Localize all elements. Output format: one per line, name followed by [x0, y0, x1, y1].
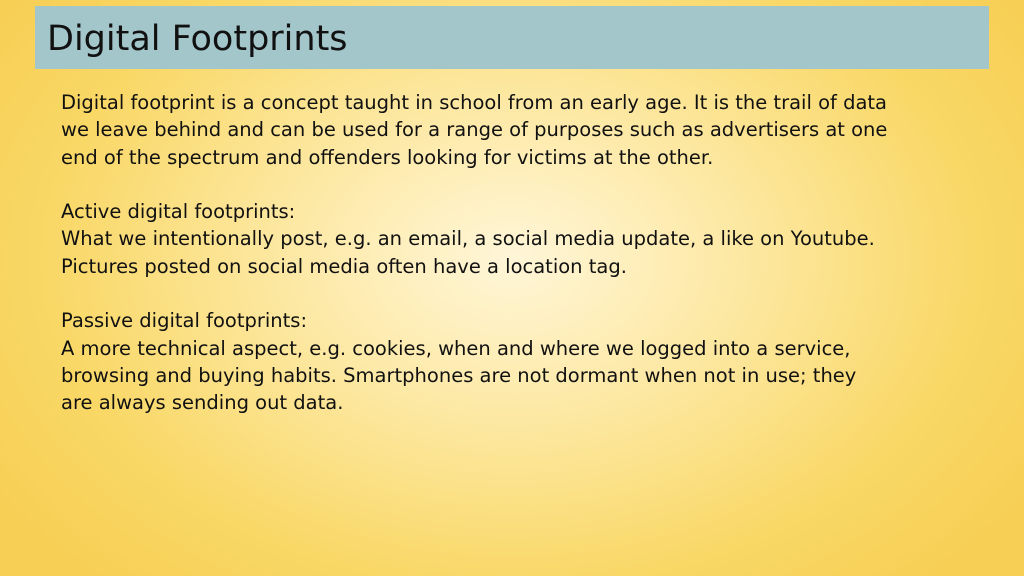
- active-footprints-paragraph: [61, 198, 981, 280]
- passive-footprints-line: A more technical aspect, e.g. cookies, when and where we logged into a service,: [61, 336, 851, 360]
- intro-line: Digital footprint is a concept taught in school from an early age. It is the trail of data: [61, 91, 887, 114]
- passive-footprints-line: are always sending out data.: [61, 391, 344, 415]
- slide-title: Digital Footprints: [47, 19, 348, 59]
- active-footprints-heading: Active digital footprints:: [61, 200, 296, 224]
- active-footprints-line: What we intentionally post, e.g. an email, a social media update, a like on Youtube.: [61, 227, 875, 251]
- slide-body: [61, 89, 981, 444]
- passive-footprints-line: browsing and buying habits. Smartphones are not dormant when not in use; they: [61, 363, 857, 387]
- intro-line: end of the spectrum and offenders looking for victims at the other.: [61, 145, 714, 169]
- active-footprints-line: Pictures posted on social media often have a location tag.: [61, 254, 627, 278]
- title-bar: [35, 6, 989, 69]
- passive-footprints-paragraph: [61, 307, 981, 416]
- intro-paragraph: [61, 89, 981, 171]
- passive-footprints-heading: Passive digital footprints:: [61, 309, 308, 333]
- intro-line: we leave behind and can be used for a range of purposes such as advertisers at one: [61, 118, 888, 142]
